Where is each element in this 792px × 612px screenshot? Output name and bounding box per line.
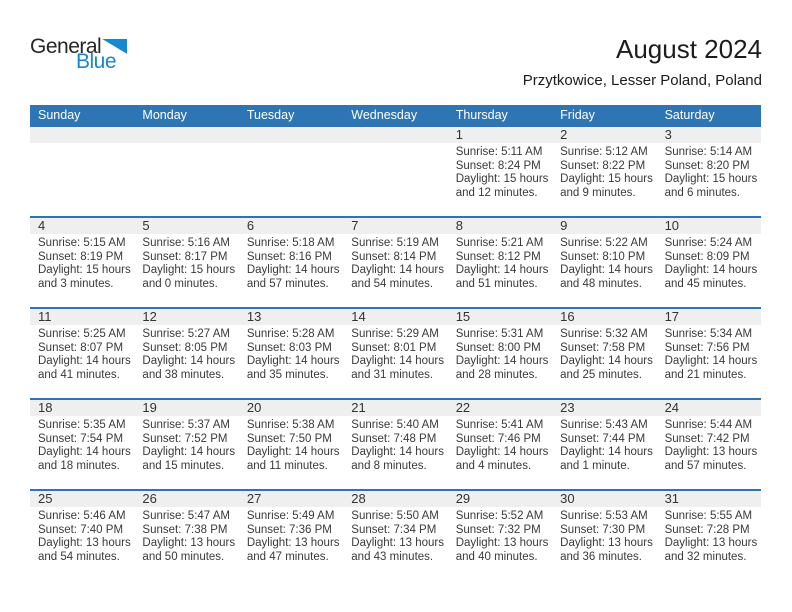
sunrise-text: Sunrise: 5:43 AM: [560, 419, 648, 431]
day-number: 19: [134, 400, 238, 416]
sunset-text: Sunset: 7:58 PM: [560, 341, 646, 354]
sunset-text: Sunset: 7:42 PM: [664, 432, 750, 445]
day-cell-12: [134, 309, 238, 398]
day-cell-7: [343, 218, 447, 307]
sunrise-text: Sunrise: 5:19 AM: [351, 237, 439, 249]
day-number: 6: [239, 218, 343, 234]
calendar-weeks: [30, 125, 761, 580]
sunrise-text: Sunrise: 5:22 AM: [560, 237, 648, 249]
day-number: 28: [343, 491, 447, 507]
daylight-text-2: and 28 minutes.: [455, 368, 538, 381]
sunset-text: Sunset: 7:38 PM: [142, 523, 228, 536]
daylight-text-2: and 54 minutes.: [38, 550, 120, 563]
sunrise-text: Sunrise: 5:38 AM: [246, 419, 335, 431]
sunrise-text: Sunrise: 5:34 AM: [664, 328, 753, 340]
daylight-text-1: Daylight: 15 hours: [38, 264, 131, 277]
day-number: 15: [448, 309, 552, 325]
daylight-text-2: and 32 minutes.: [664, 550, 747, 563]
day-info: [657, 143, 761, 200]
weekday-header-friday: Friday: [560, 108, 595, 122]
day-number: [239, 127, 343, 143]
daylight-text-2: and 9 minutes.: [560, 186, 636, 199]
calendar-grid: [30, 105, 761, 580]
day-info: [657, 416, 761, 473]
daylight-text-1: Daylight: 14 hours: [351, 446, 444, 459]
daylight-text-1: Daylight: 14 hours: [38, 446, 131, 459]
daylight-text-1: Daylight: 15 hours: [664, 173, 758, 186]
day-cell-empty: [134, 127, 238, 216]
daylight-text-2: and 8 minutes.: [351, 459, 427, 472]
day-cell-11: [30, 309, 134, 398]
daylight-text-1: Daylight: 15 hours: [560, 173, 653, 186]
sunset-text: Sunset: 7:50 PM: [246, 432, 332, 445]
day-cell-empty: [239, 127, 343, 216]
week-row: [30, 125, 761, 216]
daylight-text-1: Daylight: 15 hours: [455, 173, 549, 186]
sunrise-text: Sunrise: 5:28 AM: [246, 328, 335, 340]
sunset-text: Sunset: 7:32 PM: [455, 523, 541, 536]
daylight-text-1: Daylight: 13 hours: [664, 446, 758, 459]
daylight-text-1: Daylight: 13 hours: [38, 537, 131, 550]
week-row: [30, 216, 761, 307]
day-number: 30: [552, 491, 656, 507]
day-info: [343, 416, 447, 473]
day-cell-23: [552, 400, 656, 489]
sunset-text: Sunset: 7:48 PM: [351, 432, 437, 445]
day-number: 8: [448, 218, 552, 234]
day-cell-13: [239, 309, 343, 398]
day-cell-6: [239, 218, 343, 307]
sunset-text: Sunset: 8:12 PM: [455, 250, 541, 263]
daylight-text-1: Daylight: 14 hours: [560, 355, 653, 368]
sunset-text: Sunset: 7:34 PM: [351, 523, 437, 536]
page-title: August 2024: [615, 34, 762, 64]
sunset-text: Sunset: 8:20 PM: [664, 159, 750, 172]
day-cell-17: [657, 309, 761, 398]
day-info: [657, 325, 761, 382]
sunrise-text: Sunrise: 5:52 AM: [455, 510, 544, 522]
sunrise-text: Sunrise: 5:49 AM: [246, 510, 335, 522]
day-number: 17: [657, 309, 761, 325]
daylight-text-2: and 48 minutes.: [560, 277, 642, 290]
day-info: [657, 507, 761, 564]
daylight-text-1: Daylight: 15 hours: [142, 264, 236, 277]
daylight-text-1: Daylight: 14 hours: [351, 264, 444, 277]
sunrise-text: Sunrise: 5:53 AM: [560, 510, 648, 522]
day-number: 24: [657, 400, 761, 416]
sunset-text: Sunset: 8:17 PM: [142, 250, 228, 263]
daylight-text-2: and 1 minute.: [560, 459, 630, 472]
daylight-text-2: and 4 minutes.: [455, 459, 532, 472]
day-cell-empty: [343, 127, 447, 216]
day-cell-30: [552, 491, 656, 580]
daylight-text-2: and 47 minutes.: [246, 550, 329, 563]
sunset-text: Sunset: 7:36 PM: [246, 523, 332, 536]
day-cell-28: [343, 491, 447, 580]
daylight-text-1: Daylight: 13 hours: [351, 537, 444, 550]
daylight-text-2: and 36 minutes.: [560, 550, 642, 563]
week-row: [30, 489, 761, 580]
day-number: 26: [134, 491, 238, 507]
day-number: 14: [343, 309, 447, 325]
day-number: 10: [657, 218, 761, 234]
general-blue-logo: [30, 36, 160, 73]
day-number: 7: [343, 218, 447, 234]
day-cell-16: [552, 309, 656, 398]
day-info: [552, 325, 656, 382]
daylight-text-1: Daylight: 14 hours: [246, 264, 340, 277]
daylight-text-1: Daylight: 14 hours: [560, 264, 653, 277]
sunrise-text: Sunrise: 5:29 AM: [351, 328, 439, 340]
daylight-text-1: Daylight: 13 hours: [664, 537, 758, 550]
day-info: [448, 416, 552, 473]
daylight-text-2: and 43 minutes.: [351, 550, 434, 563]
day-number: 13: [239, 309, 343, 325]
day-info: [343, 507, 447, 564]
day-number: 20: [239, 400, 343, 416]
daylight-text-2: and 31 minutes.: [351, 368, 434, 381]
sunrise-text: Sunrise: 5:27 AM: [142, 328, 230, 340]
sunrise-text: Sunrise: 5:47 AM: [142, 510, 230, 522]
daylight-text-2: and 57 minutes.: [664, 459, 747, 472]
page-subtitle: Przytkowice, Lesser Poland, Poland: [522, 72, 762, 89]
sunset-text: Sunset: 8:05 PM: [142, 341, 228, 354]
sunset-text: Sunset: 7:56 PM: [664, 341, 750, 354]
sunset-text: Sunset: 8:24 PM: [455, 159, 541, 172]
daylight-text-2: and 6 minutes.: [664, 186, 740, 199]
daylight-text-2: and 41 minutes.: [38, 368, 120, 381]
daylight-text-1: Daylight: 14 hours: [455, 355, 549, 368]
sunset-text: Sunset: 8:09 PM: [664, 250, 750, 263]
day-number: [343, 127, 447, 143]
day-number: 31: [657, 491, 761, 507]
day-info: [239, 234, 343, 291]
day-info: [657, 234, 761, 291]
day-cell-1: [448, 127, 552, 216]
sunrise-text: Sunrise: 5:24 AM: [664, 237, 753, 249]
sunset-text: Sunset: 8:01 PM: [351, 341, 437, 354]
day-number: 11: [30, 309, 134, 325]
day-number: 23: [552, 400, 656, 416]
daylight-text-1: Daylight: 14 hours: [455, 446, 549, 459]
day-info: [448, 325, 552, 382]
day-number: 27: [239, 491, 343, 507]
day-cell-2: [552, 127, 656, 216]
sunset-text: Sunset: 8:10 PM: [560, 250, 646, 263]
daylight-text-2: and 3 minutes.: [38, 277, 114, 290]
sunset-text: Sunset: 8:19 PM: [38, 250, 124, 263]
day-number: 18: [30, 400, 134, 416]
sunset-text: Sunset: 8:03 PM: [246, 341, 332, 354]
sunset-text: Sunset: 8:07 PM: [38, 341, 124, 354]
day-info: [552, 234, 656, 291]
day-number: [30, 127, 134, 143]
logo-text-general: General: [30, 35, 102, 58]
day-cell-29: [448, 491, 552, 580]
day-cell-22: [448, 400, 552, 489]
day-cell-5: [134, 218, 238, 307]
sunrise-text: Sunrise: 5:37 AM: [142, 419, 230, 431]
daylight-text-2: and 57 minutes.: [246, 277, 329, 290]
daylight-text-2: and 11 minutes.: [246, 459, 328, 472]
daylight-text-1: Daylight: 14 hours: [455, 264, 549, 277]
day-cell-20: [239, 400, 343, 489]
sunset-text: Sunset: 7:30 PM: [560, 523, 646, 536]
day-info: [552, 143, 656, 200]
sunset-text: Sunset: 7:44 PM: [560, 432, 646, 445]
sunrise-text: Sunrise: 5:15 AM: [38, 237, 126, 249]
daylight-text-1: Daylight: 14 hours: [664, 264, 758, 277]
day-number: 25: [30, 491, 134, 507]
weekday-header-thursday: Thursday: [455, 108, 508, 122]
daylight-text-2: and 12 minutes.: [455, 186, 538, 199]
day-info: [30, 416, 134, 473]
day-info: [134, 325, 238, 382]
daylight-text-2: and 0 minutes.: [142, 277, 218, 290]
sunrise-text: Sunrise: 5:14 AM: [664, 146, 753, 158]
sunrise-text: Sunrise: 5:12 AM: [560, 146, 648, 158]
sunrise-text: Sunrise: 5:25 AM: [38, 328, 126, 340]
daylight-text-2: and 15 minutes.: [142, 459, 225, 472]
day-info: [134, 234, 238, 291]
day-info: [134, 507, 238, 564]
day-number: 12: [134, 309, 238, 325]
daylight-text-2: and 35 minutes.: [246, 368, 329, 381]
daylight-text-1: Daylight: 13 hours: [560, 537, 653, 550]
sunrise-text: Sunrise: 5:44 AM: [664, 419, 753, 431]
daylight-text-1: Daylight: 13 hours: [142, 537, 236, 550]
sunrise-text: Sunrise: 5:50 AM: [351, 510, 439, 522]
sunrise-text: Sunrise: 5:31 AM: [455, 328, 544, 340]
day-number: [134, 127, 238, 143]
day-cell-25: [30, 491, 134, 580]
daylight-text-2: and 38 minutes.: [142, 368, 225, 381]
sunrise-text: Sunrise: 5:32 AM: [560, 328, 648, 340]
day-cell-15: [448, 309, 552, 398]
daylight-text-2: and 40 minutes.: [455, 550, 538, 563]
sunset-text: Sunset: 8:16 PM: [246, 250, 332, 263]
day-number: 5: [134, 218, 238, 234]
day-cell-empty: [30, 127, 134, 216]
day-number: 2: [552, 127, 656, 143]
day-info: [30, 234, 134, 291]
day-cell-4: [30, 218, 134, 307]
day-info: [343, 234, 447, 291]
sunrise-text: Sunrise: 5:41 AM: [455, 419, 544, 431]
weekday-header-row: [30, 105, 761, 125]
day-cell-3: [657, 127, 761, 216]
daylight-text-1: Daylight: 14 hours: [142, 446, 236, 459]
daylight-text-1: Daylight: 14 hours: [142, 355, 236, 368]
day-number: 3: [657, 127, 761, 143]
day-info: [552, 507, 656, 564]
day-info: [448, 507, 552, 564]
logo-text-blue: Blue: [76, 50, 117, 73]
sunrise-text: Sunrise: 5:16 AM: [142, 237, 230, 249]
day-info: [448, 143, 552, 200]
sunrise-text: Sunrise: 5:55 AM: [664, 510, 753, 522]
day-info: [30, 507, 134, 564]
day-cell-8: [448, 218, 552, 307]
sunrise-text: Sunrise: 5:46 AM: [38, 510, 126, 522]
day-info: [552, 416, 656, 473]
sunrise-text: Sunrise: 5:40 AM: [351, 419, 439, 431]
day-cell-21: [343, 400, 447, 489]
day-info: [448, 234, 552, 291]
sunset-text: Sunset: 8:22 PM: [560, 159, 646, 172]
daylight-text-2: and 51 minutes.: [455, 277, 538, 290]
sunset-text: Sunset: 8:00 PM: [455, 341, 541, 354]
day-cell-24: [657, 400, 761, 489]
day-cell-10: [657, 218, 761, 307]
daylight-text-1: Daylight: 14 hours: [664, 355, 758, 368]
sunrise-text: Sunrise: 5:35 AM: [38, 419, 126, 431]
day-number: 9: [552, 218, 656, 234]
day-cell-18: [30, 400, 134, 489]
day-info: [239, 507, 343, 564]
daylight-text-2: and 18 minutes.: [38, 459, 120, 472]
day-number: 21: [343, 400, 447, 416]
day-info: [343, 325, 447, 382]
sunset-text: Sunset: 7:46 PM: [455, 432, 541, 445]
daylight-text-2: and 25 minutes.: [560, 368, 642, 381]
daylight-text-2: and 50 minutes.: [142, 550, 225, 563]
daylight-text-2: and 54 minutes.: [351, 277, 434, 290]
daylight-text-1: Daylight: 14 hours: [246, 355, 340, 368]
daylight-text-1: Daylight: 13 hours: [455, 537, 549, 550]
week-row: [30, 307, 761, 398]
sunset-text: Sunset: 7:52 PM: [142, 432, 228, 445]
weekday-header-wednesday: Wednesday: [351, 108, 418, 122]
sunrise-text: Sunrise: 5:21 AM: [455, 237, 544, 249]
day-info: [30, 325, 134, 382]
day-cell-31: [657, 491, 761, 580]
weekday-header-monday: Monday: [142, 108, 187, 122]
daylight-text-1: Daylight: 14 hours: [351, 355, 444, 368]
sunset-text: Sunset: 7:54 PM: [38, 432, 124, 445]
daylight-text-1: Daylight: 14 hours: [246, 446, 340, 459]
daylight-text-1: Daylight: 13 hours: [246, 537, 340, 550]
day-cell-14: [343, 309, 447, 398]
day-number: 1: [448, 127, 552, 143]
day-number: 22: [448, 400, 552, 416]
weekday-header-sunday: Sunday: [38, 108, 81, 122]
daylight-text-1: Daylight: 14 hours: [38, 355, 131, 368]
day-info: [134, 416, 238, 473]
sunrise-text: Sunrise: 5:18 AM: [246, 237, 335, 249]
day-cell-26: [134, 491, 238, 580]
day-number: 4: [30, 218, 134, 234]
day-cell-27: [239, 491, 343, 580]
day-number: 29: [448, 491, 552, 507]
daylight-text-2: and 45 minutes.: [664, 277, 747, 290]
sunset-text: Sunset: 7:28 PM: [664, 523, 750, 536]
day-cell-9: [552, 218, 656, 307]
day-number: 16: [552, 309, 656, 325]
day-cell-19: [134, 400, 238, 489]
daylight-text-1: Daylight: 14 hours: [560, 446, 653, 459]
week-row: [30, 398, 761, 489]
weekday-header-saturday: Saturday: [664, 108, 715, 122]
sunset-text: Sunset: 7:40 PM: [38, 523, 124, 536]
sunrise-text: Sunrise: 5:11 AM: [455, 146, 543, 158]
daylight-text-2: and 21 minutes.: [664, 368, 747, 381]
day-info: [239, 325, 343, 382]
weekday-header-tuesday: Tuesday: [246, 108, 295, 122]
sunset-text: Sunset: 8:14 PM: [351, 250, 437, 263]
day-info: [239, 416, 343, 473]
title-block: [523, 34, 762, 89]
